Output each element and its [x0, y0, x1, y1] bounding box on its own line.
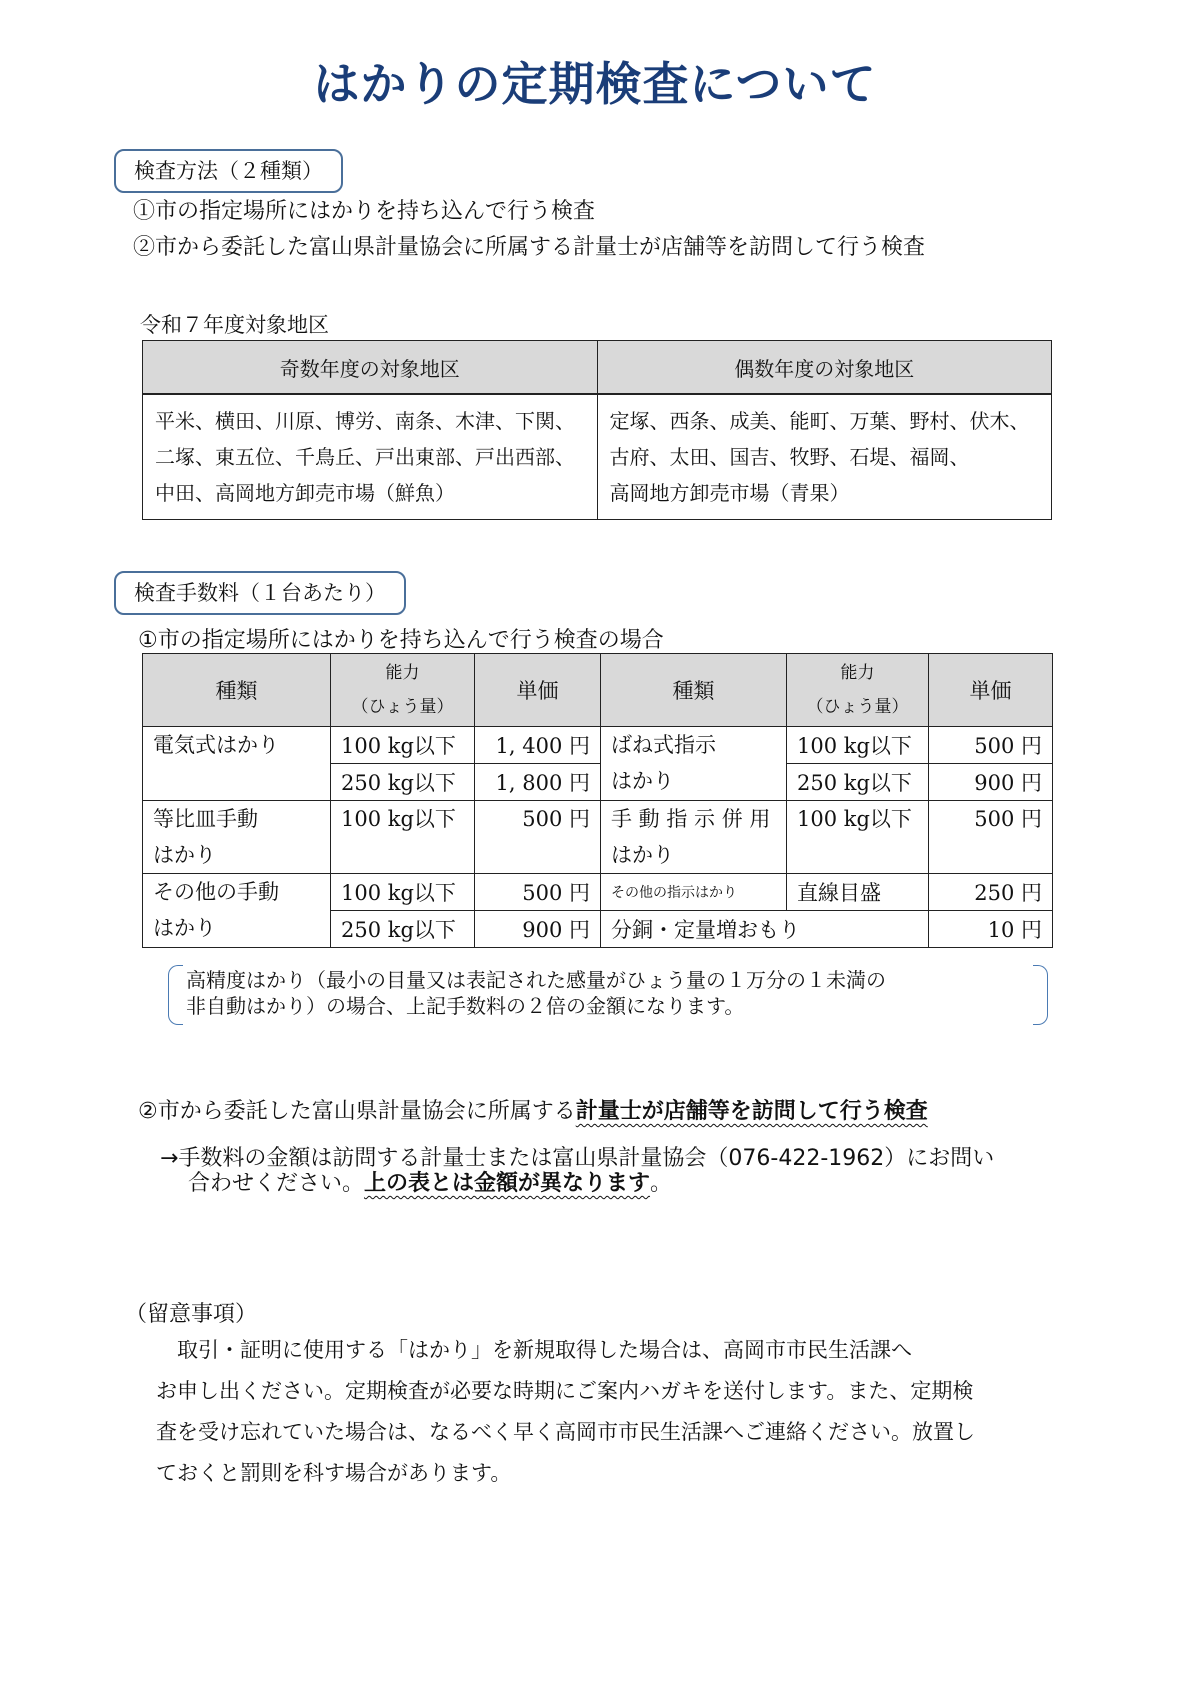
region-even-cell: [597, 394, 1052, 520]
visit-emphasis: 計量士が店舗等を訪問して行う検査: [575, 1099, 928, 1124]
method-item-1: ①市の指定場所にはかりを持ち込んで行う検査: [133, 199, 596, 224]
kind-line: その他の手動: [153, 880, 279, 904]
price-cell: 1, 800 円: [475, 764, 601, 801]
kind-line: はかり: [153, 843, 216, 867]
kind-line: 手 動 指 示 併 用: [611, 807, 771, 831]
method-label: 検査方法（２種類）: [114, 149, 343, 193]
fee-header-capacity: [331, 654, 475, 727]
kind-weights: 分銅・定量増おもり: [601, 911, 929, 948]
region-odd-line: 平米、横田、川原、博労、南条、木津、下関、: [155, 409, 575, 433]
kind-line: 等比皿手動: [153, 807, 258, 831]
visit-line-2-emphasis: 上の表とは金額が異なります: [364, 1171, 651, 1196]
capacity-cell: 100 kg以下: [787, 801, 929, 874]
kind-equal-arm: [143, 801, 331, 874]
region-even-line: 古府、太田、国吉、牧野、石堤、福岡、: [609, 445, 970, 469]
price-cell: 1, 400 円: [475, 727, 601, 764]
capacity-cell: 100 kg以下: [331, 727, 475, 764]
price-cell: 900 円: [929, 764, 1053, 801]
high-precision-note: [168, 965, 1048, 1023]
note-bracket-left: [168, 965, 183, 1025]
capacity-cell: 100 kg以下: [331, 874, 475, 911]
region-header-odd: 奇数年度の対象地区: [143, 341, 598, 395]
capacity-cell: 直線目盛: [787, 874, 929, 911]
note-text: [186, 967, 886, 1019]
price-cell: 10 円: [929, 911, 1053, 948]
price-cell: 500 円: [475, 801, 601, 874]
region-heading: 令和７年度対象地区: [140, 313, 329, 337]
region-odd-line: 中田、高岡地方卸売市場（鮮魚）: [155, 481, 455, 505]
region-table: [142, 340, 1052, 520]
visit-line-1: →手数料の金額は訪問する計量士または富山県計量協会（076-422-1962）にお問い: [160, 1146, 995, 1171]
visit-line-2-end: 。: [650, 1171, 673, 1196]
capacity-label: 能力: [840, 663, 875, 683]
fee-header-kind: 種類: [601, 654, 787, 727]
note-bracket-right: [1033, 965, 1048, 1025]
kind-manual-indicator: [601, 801, 787, 874]
visit-line-2: [188, 1166, 672, 1197]
kind-line: ばね式指示: [611, 733, 716, 757]
capacity-cell: 250 kg以下: [331, 911, 475, 948]
notice-line: 取引・証明に使用する「はかり」を新規取得した場合は、高岡市市民生活課へ: [156, 1338, 912, 1362]
capacity-cell: 100 kg以下: [331, 801, 475, 874]
fee-header-capacity: [787, 654, 929, 727]
fee-header-kind: 種類: [143, 654, 331, 727]
capacity-label: 能力: [385, 663, 420, 683]
kind-line: はかり: [611, 843, 674, 867]
notice-line: 査を受け忘れていた場合は、なるべく早く高岡市市民生活課へご連絡ください。放置し: [156, 1420, 975, 1444]
visit-prefix: ②市から委託した富山県計量協会に所属する: [138, 1099, 576, 1124]
fee-label: 検査手数料（１台あたり）: [114, 571, 406, 615]
fee-header-price: 単価: [475, 654, 601, 727]
region-odd-line: 二塚、東五位、千鳥丘、戸出東部、戸出西部、: [155, 445, 575, 469]
page-title: はかりの定期検査について: [313, 57, 877, 111]
fee-table: [142, 653, 1053, 948]
kind-line: はかり: [611, 769, 674, 793]
capacity-sub: （ひょう量）: [351, 697, 454, 717]
notice-heading: （留意事項）: [125, 1302, 258, 1327]
region-even-line: 定塚、西条、成美、能町、万葉、野村、伏木、: [609, 409, 1030, 433]
capacity-cell: 100 kg以下: [787, 727, 929, 764]
notice-line: ておくと罰則を科す場合があります。: [156, 1461, 512, 1485]
capacity-sub: （ひょう量）: [806, 697, 909, 717]
notice-line: お申し出ください。定期検査が必要な時期にご案内ハガキを送付します。また、定期検: [156, 1379, 974, 1403]
visit-line-2-text: 合わせください。: [188, 1171, 365, 1196]
notice-body: [156, 1330, 1086, 1494]
kind-electric: 電気式はかり: [143, 727, 331, 801]
region-odd-cell: [143, 394, 598, 520]
price-cell: 900 円: [475, 911, 601, 948]
fee-header-price: 単価: [929, 654, 1053, 727]
kind-other-indicator: その他の指示はかり: [601, 874, 787, 911]
capacity-cell: 250 kg以下: [787, 764, 929, 801]
note-line: 非自動はかり）の場合、上記手数料の２倍の金額になります。: [186, 994, 745, 1018]
price-cell: 500 円: [929, 727, 1053, 764]
price-cell: 500 円: [929, 801, 1053, 874]
region-even-line: 高岡地方卸売市場（青果）: [609, 481, 850, 505]
method-item-2: ②市から委託した富山県計量協会に所属する計量士が店舗等を訪問して行う検査: [133, 235, 926, 260]
region-header-even: 偶数年度の対象地区: [597, 341, 1052, 395]
price-cell: 250 円: [929, 874, 1053, 911]
visit-heading: [138, 1094, 928, 1125]
note-line: 高精度はかり（最小の目量又は表記された感量がひょう量の１万分の１未満の: [186, 968, 886, 992]
kind-line: はかり: [153, 916, 216, 940]
capacity-cell: 250 kg以下: [331, 764, 475, 801]
price-cell: 500 円: [475, 874, 601, 911]
fee-subheading: ①市の指定場所にはかりを持ち込んで行う検査の場合: [138, 628, 664, 653]
kind-spring: [601, 727, 787, 801]
kind-other-manual: [143, 874, 331, 948]
